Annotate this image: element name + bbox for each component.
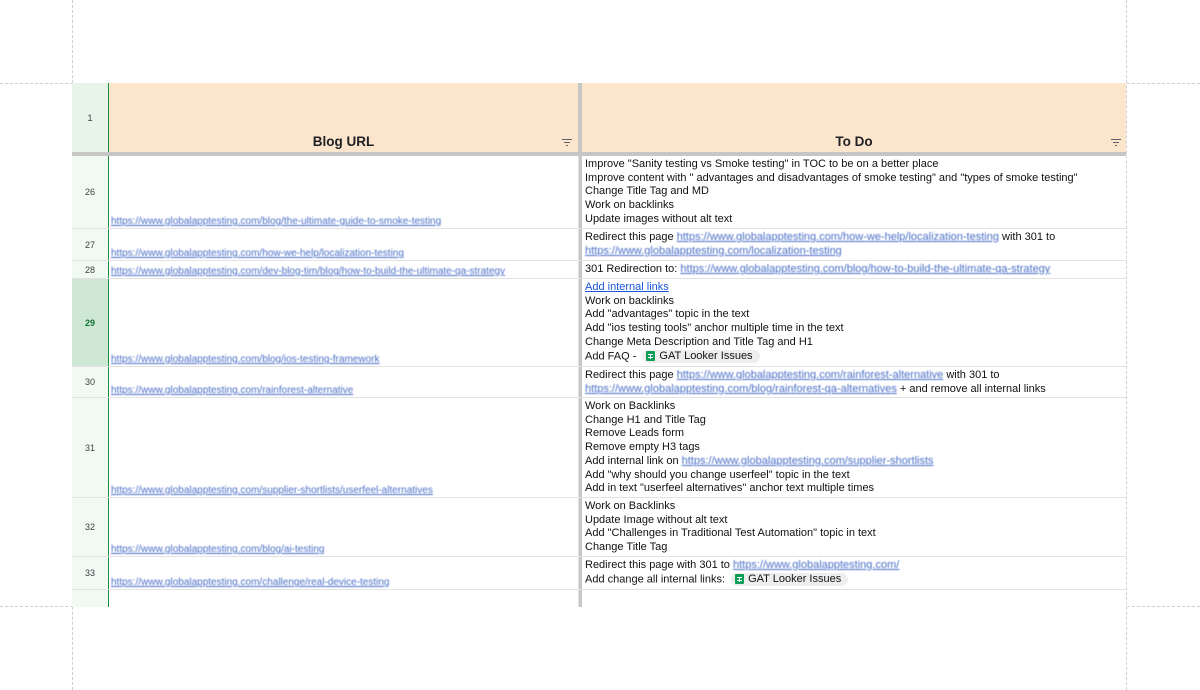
todo-line [585, 263, 1122, 277]
filter-icon[interactable] [1111, 139, 1121, 146]
table-row [72, 557, 1126, 590]
todo-line [585, 350, 1122, 364]
row-number[interactable]: 26 [84, 187, 95, 197]
filter-icon[interactable] [562, 139, 572, 146]
todo-text: Add change all internal links: [585, 573, 729, 586]
redirect-source-link[interactable]: https://www.globalapptesting.com/rainforest-alternative [676, 369, 944, 381]
blog-url-cell[interactable] [109, 229, 579, 260]
file-chip-label: GAT Looker Issues [748, 572, 842, 585]
internal-link[interactable]: https://www.globalapptesting.com/supplier-shortlists [681, 454, 934, 467]
table-row [72, 498, 1126, 557]
google-sheets-icon [646, 351, 655, 361]
table-row [72, 156, 1126, 229]
todo-cell[interactable] [582, 229, 1122, 260]
todo-line: Change Meta Description and Title Tag and H1 [585, 335, 813, 348]
blog-url-link[interactable]: https://www.globalapptesting.com/blog/ios-testing-framework [111, 354, 380, 365]
row-number[interactable]: 33 [84, 568, 95, 578]
blog-url-cell[interactable] [109, 398, 579, 497]
table-row [72, 398, 1126, 498]
header-label-todo: To Do [835, 134, 873, 149]
header-row [72, 83, 1126, 152]
todo-text: Redirect this page [585, 231, 677, 243]
add-internal-links-link[interactable]: Add internal links [585, 281, 669, 293]
todo-text: Add FAQ - [585, 349, 640, 362]
todo-cell[interactable] [582, 261, 1122, 278]
file-chip-label: GAT Looker Issues [659, 349, 753, 362]
blog-url-link[interactable]: https://www.globalapptesting.com/rainforest-alternative [111, 385, 354, 396]
blog-url-cell[interactable] [109, 156, 579, 228]
todo-line: Add "ios testing tools" anchor multiple time in the text [585, 322, 844, 335]
todo-text: Redirect this page with 301 to [585, 559, 733, 571]
row-number[interactable]: 29 [72, 279, 108, 366]
todo-line [585, 369, 1122, 383]
file-chip[interactable] [642, 350, 759, 363]
todo-line: Remove Leads form [585, 427, 685, 440]
row-number[interactable]: 31 [84, 442, 95, 453]
todo-line [585, 245, 1122, 259]
header-cell-todo[interactable] [582, 83, 1126, 152]
blog-url-link[interactable]: https://www.globalapptesting.com/supplier-shortlists/userfeel-alternatives [111, 485, 433, 496]
header-label-blog-url: Blog URL [312, 134, 375, 149]
blog-url-cell[interactable] [109, 498, 579, 556]
todo-line [585, 383, 1122, 397]
blog-url-link[interactable]: https://www.globalapptesting.com/challenge/real-device-testing [111, 577, 390, 588]
todo-line [585, 281, 1122, 295]
todo-line: Remove empty H3 tags [585, 441, 700, 454]
todo-line [585, 559, 1122, 573]
todo-line [585, 455, 1122, 469]
todo-line: Update Image without alt text [585, 513, 728, 526]
todo-text: + and remove all internal links [896, 382, 1046, 395]
blog-url-cell[interactable] [109, 557, 579, 589]
todo-text: Add internal link on [585, 454, 682, 467]
todo-line: Add "advantages" topic in the text [585, 308, 750, 321]
table-row [72, 367, 1126, 398]
todo-line: Update images without alt text [585, 212, 733, 225]
row-number[interactable]: 32 [84, 522, 95, 532]
redirect-target-link[interactable]: https://www.globalapptesting.com/blog/rainforest-qa-alternatives [585, 382, 897, 395]
empty-row [72, 590, 1126, 607]
todo-line [585, 573, 1122, 587]
table-row [72, 229, 1126, 261]
file-chip[interactable] [731, 573, 848, 586]
todo-line: Improve content with " advantages and disadvantages of smoke testing" and "types of smoke testing" [585, 171, 1078, 184]
guide-line-right [1126, 0, 1127, 690]
todo-text: with 301 to [943, 369, 1000, 381]
blog-url-link[interactable]: https://www.globalapptesting.com/blog/the-ultimate-guide-to-smoke-testing [111, 216, 442, 227]
redirect-target-link[interactable]: https://www.globalapptesting.com/ [732, 559, 900, 571]
todo-line: Change H1 and Title Tag [585, 413, 706, 426]
todo-text: Redirect this page [585, 369, 677, 381]
redirect-target-link[interactable]: https://www.globalapptesting.com/blog/how-to-build-the-ultimate-qa-strategy [680, 263, 1051, 275]
todo-cell[interactable] [582, 156, 1122, 228]
todo-cell[interactable] [582, 367, 1122, 397]
blog-url-link[interactable]: https://www.globalapptesting.com/dev-blog-tim/blog/how-to-build-the-ultimate-qa-strategy [111, 266, 506, 277]
todo-line: Change Title Tag [585, 541, 668, 554]
todo-text: with 301 to [998, 231, 1056, 243]
todo-line: Work on backlinks [585, 199, 675, 212]
todo-line: Work on Backlinks [585, 400, 676, 412]
todo-line: Improve "Sanity testing vs Smoke testing" in TOC to be on a better place [585, 158, 939, 170]
todo-cell[interactable] [582, 279, 1122, 366]
table-row [72, 279, 1126, 367]
header-cell-blog-url[interactable] [109, 83, 579, 152]
blog-url-cell[interactable] [109, 590, 579, 607]
blog-url-link[interactable]: https://www.globalapptesting.com/blog/ai-testing [111, 544, 325, 555]
todo-cell[interactable] [582, 557, 1122, 589]
todo-line: Work on backlinks [585, 294, 675, 307]
row-number[interactable]: 27 [84, 239, 95, 250]
spreadsheet-grid [72, 83, 1126, 607]
todo-line: Add in text "userfeel alternatives" anchor text multiple times [585, 482, 875, 495]
row-header-1[interactable]: 1 [72, 83, 109, 152]
todo-cell[interactable] [582, 398, 1122, 497]
todo-line [585, 231, 1122, 245]
blog-url-cell[interactable] [109, 279, 579, 366]
todo-text: 301 Redirection to: [585, 263, 681, 275]
redirect-source-link[interactable]: https://www.globalapptesting.com/how-we-help/localization-testing [676, 231, 999, 243]
row-number[interactable]: 28 [84, 264, 95, 275]
redirect-target-link[interactable]: https://www.globalapptesting.com/localization-testing [585, 244, 842, 257]
google-sheets-icon [735, 574, 744, 584]
blog-url-link[interactable]: https://www.globalapptesting.com/how-we-help/localization-testing [111, 248, 404, 259]
todo-line: Work on Backlinks [585, 500, 676, 512]
row-number[interactable]: 30 [84, 377, 95, 387]
blog-url-cell[interactable] [109, 261, 579, 278]
todo-cell[interactable] [582, 498, 1122, 556]
todo-line: Add "Challenges in Traditional Test Automation" topic in text [585, 527, 876, 540]
todo-line: Change Title Tag and MD [585, 185, 709, 198]
blog-url-cell[interactable] [109, 367, 579, 397]
todo-line: Add "why should you change userfeel" topic in the text [585, 468, 850, 481]
table-row [72, 261, 1126, 279]
